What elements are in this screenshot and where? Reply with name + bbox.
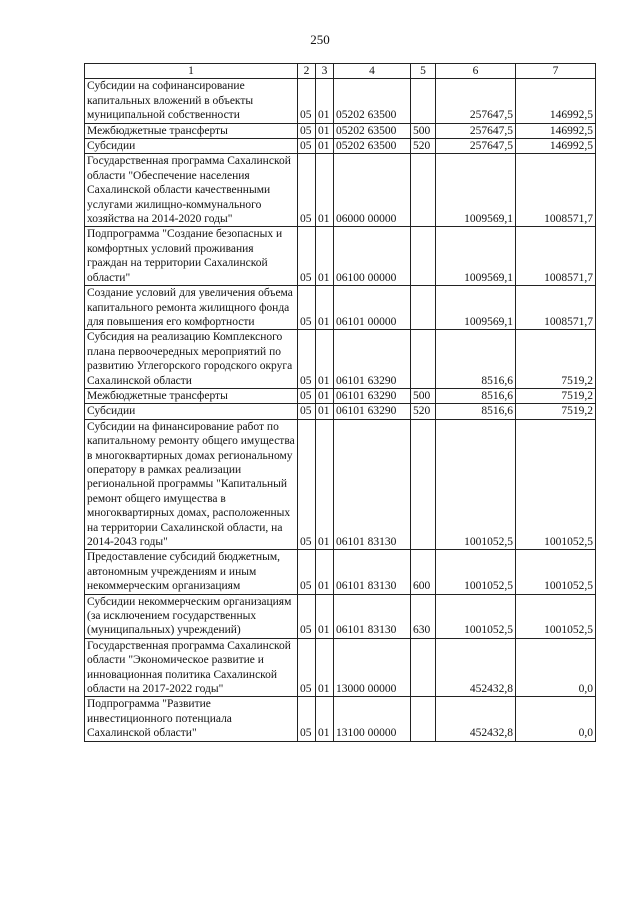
amount-year-1: 452432,8 bbox=[436, 638, 516, 697]
target-article-code: 06100 00000 bbox=[334, 227, 411, 286]
section-code: 05 bbox=[298, 227, 316, 286]
amount-year-1: 257647,5 bbox=[436, 123, 516, 138]
row-name: Создание условий для увеличения объема капитального ремонта жилищного фонда для повышения его комфортности bbox=[85, 286, 298, 330]
section-code: 05 bbox=[298, 154, 316, 227]
target-article-code: 06101 63290 bbox=[334, 330, 411, 389]
table-row bbox=[85, 419, 596, 550]
row-name: Межбюджетные трансферты bbox=[85, 388, 298, 403]
amount-year-2: 1008571,7 bbox=[516, 286, 596, 330]
subsection-code: 01 bbox=[316, 594, 334, 638]
amount-year-2: 1001052,5 bbox=[516, 550, 596, 594]
row-name: Субсидия на реализацию Комплексного плана первоочередных мероприятий по развитию Углегорского городского округа Сахалинской области bbox=[85, 330, 298, 389]
header-col-target-article: 4 bbox=[334, 64, 411, 79]
table-body bbox=[85, 79, 596, 741]
target-article-code: 05202 63500 bbox=[334, 79, 411, 123]
amount-year-2: 1001052,5 bbox=[516, 594, 596, 638]
table-row bbox=[85, 404, 596, 419]
expense-type-code: 500 bbox=[411, 123, 436, 138]
target-article-code: 06101 00000 bbox=[334, 286, 411, 330]
target-article-code: 05202 63500 bbox=[334, 123, 411, 138]
table-row bbox=[85, 388, 596, 403]
section-code: 05 bbox=[298, 638, 316, 697]
amount-year-2: 7519,2 bbox=[516, 388, 596, 403]
row-name: Субсидии некоммерческим организациям (за исключением государственных (муниципальных) учреждений) bbox=[85, 594, 298, 638]
section-code: 05 bbox=[298, 123, 316, 138]
expense-type-code bbox=[411, 419, 436, 550]
amount-year-2: 1008571,7 bbox=[516, 227, 596, 286]
target-article-code: 06000 00000 bbox=[334, 154, 411, 227]
target-article-code: 06101 83130 bbox=[334, 550, 411, 594]
row-name: Субсидии bbox=[85, 139, 298, 154]
section-code: 05 bbox=[298, 79, 316, 123]
budget-table bbox=[84, 63, 596, 742]
row-name: Предоставление субсидий бюджетным, автономным учреждениям и иным некоммерческим организациям bbox=[85, 550, 298, 594]
subsection-code: 01 bbox=[316, 79, 334, 123]
amount-year-2: 1001052,5 bbox=[516, 419, 596, 550]
table-row bbox=[85, 697, 596, 741]
subsection-code: 01 bbox=[316, 697, 334, 741]
target-article-code: 05202 63500 bbox=[334, 139, 411, 154]
expense-type-code bbox=[411, 286, 436, 330]
target-article-code: 13100 00000 bbox=[334, 697, 411, 741]
amount-year-1: 1009569,1 bbox=[436, 227, 516, 286]
section-code: 05 bbox=[298, 388, 316, 403]
table-row bbox=[85, 330, 596, 389]
amount-year-1: 1009569,1 bbox=[436, 154, 516, 227]
row-name: Субсидии bbox=[85, 404, 298, 419]
expense-type-code bbox=[411, 227, 436, 286]
amount-year-2: 146992,5 bbox=[516, 79, 596, 123]
amount-year-1: 257647,5 bbox=[436, 79, 516, 123]
header-col-name: 1 bbox=[85, 64, 298, 79]
target-article-code: 06101 83130 bbox=[334, 419, 411, 550]
row-name: Государственная программа Сахалинской области "Обеспечение населения Сахалинской области качественными услугами жилищно-коммунального хозяйства на 2014-2020 годы" bbox=[85, 154, 298, 227]
table-row bbox=[85, 79, 596, 123]
table-row bbox=[85, 286, 596, 330]
amount-year-2: 7519,2 bbox=[516, 330, 596, 389]
amount-year-2: 7519,2 bbox=[516, 404, 596, 419]
expense-type-code bbox=[411, 330, 436, 389]
amount-year-2: 0,0 bbox=[516, 638, 596, 697]
section-code: 05 bbox=[298, 419, 316, 550]
amount-year-2: 146992,5 bbox=[516, 123, 596, 138]
section-code: 05 bbox=[298, 330, 316, 389]
section-code: 05 bbox=[298, 139, 316, 154]
table-row bbox=[85, 139, 596, 154]
header-col-subsection: 3 bbox=[316, 64, 334, 79]
target-article-code: 06101 63290 bbox=[334, 404, 411, 419]
header-col-year-1: 6 bbox=[436, 64, 516, 79]
table-row bbox=[85, 123, 596, 138]
header-col-expense-type: 5 bbox=[411, 64, 436, 79]
row-name: Государственная программа Сахалинской области "Экономическое развитие и инновационная политика Сахалинской области на 2017-2022 годы" bbox=[85, 638, 298, 697]
expense-type-code bbox=[411, 697, 436, 741]
expense-type-code: 520 bbox=[411, 404, 436, 419]
expense-type-code bbox=[411, 638, 436, 697]
amount-year-1: 1001052,5 bbox=[436, 550, 516, 594]
amount-year-1: 8516,6 bbox=[436, 404, 516, 419]
table-row bbox=[85, 154, 596, 227]
table-row bbox=[85, 227, 596, 286]
table-row bbox=[85, 594, 596, 638]
section-code: 05 bbox=[298, 286, 316, 330]
subsection-code: 01 bbox=[316, 154, 334, 227]
subsection-code: 01 bbox=[316, 419, 334, 550]
amount-year-1: 452432,8 bbox=[436, 697, 516, 741]
subsection-code: 01 bbox=[316, 404, 334, 419]
amount-year-2: 146992,5 bbox=[516, 139, 596, 154]
amount-year-1: 1009569,1 bbox=[436, 286, 516, 330]
section-code: 05 bbox=[298, 404, 316, 419]
header-col-year-2: 7 bbox=[516, 64, 596, 79]
subsection-code: 01 bbox=[316, 388, 334, 403]
section-code: 05 bbox=[298, 697, 316, 741]
expense-type-code bbox=[411, 79, 436, 123]
subsection-code: 01 bbox=[316, 638, 334, 697]
subsection-code: 01 bbox=[316, 550, 334, 594]
expense-type-code: 500 bbox=[411, 388, 436, 403]
page-number: 250 bbox=[310, 32, 330, 47]
expense-type-code bbox=[411, 154, 436, 227]
expense-type-code: 520 bbox=[411, 139, 436, 154]
amount-year-1: 1001052,5 bbox=[436, 594, 516, 638]
amount-year-2: 0,0 bbox=[516, 697, 596, 741]
row-name: Подпрограмма "Развитие инвестиционного потенциала Сахалинской области" bbox=[85, 697, 298, 741]
amount-year-2: 1008571,7 bbox=[516, 154, 596, 227]
target-article-code: 06101 63290 bbox=[334, 388, 411, 403]
expense-type-code: 630 bbox=[411, 594, 436, 638]
table-row bbox=[85, 638, 596, 697]
amount-year-1: 8516,6 bbox=[436, 388, 516, 403]
section-code: 05 bbox=[298, 550, 316, 594]
amount-year-1: 1001052,5 bbox=[436, 419, 516, 550]
row-name: Подпрограмма "Создание безопасных и комфортных условий проживания граждан на территории Сахалинской области" bbox=[85, 227, 298, 286]
subsection-code: 01 bbox=[316, 227, 334, 286]
table-row bbox=[85, 550, 596, 594]
subsection-code: 01 bbox=[316, 286, 334, 330]
header-col-section: 2 bbox=[298, 64, 316, 79]
row-name: Межбюджетные трансферты bbox=[85, 123, 298, 138]
section-code: 05 bbox=[298, 594, 316, 638]
expense-type-code: 600 bbox=[411, 550, 436, 594]
header-row bbox=[85, 64, 596, 79]
subsection-code: 01 bbox=[316, 123, 334, 138]
subsection-code: 01 bbox=[316, 330, 334, 389]
target-article-code: 06101 83130 bbox=[334, 594, 411, 638]
target-article-code: 13000 00000 bbox=[334, 638, 411, 697]
subsection-code: 01 bbox=[316, 139, 334, 154]
row-name: Субсидии на софинансирование капитальных вложений в объекты муниципальной собственности bbox=[85, 79, 298, 123]
amount-year-1: 257647,5 bbox=[436, 139, 516, 154]
row-name: Субсидии на финансирование работ по капитальному ремонту общего имущества в многоквартирных домах региональному оператору в рамках реализации региональной программы "Капитальный ремонт общего имущества в многоквартирных домах, расположенных на территории Сахалинской области, на 2014-2043 годы" bbox=[85, 419, 298, 550]
amount-year-1: 8516,6 bbox=[436, 330, 516, 389]
